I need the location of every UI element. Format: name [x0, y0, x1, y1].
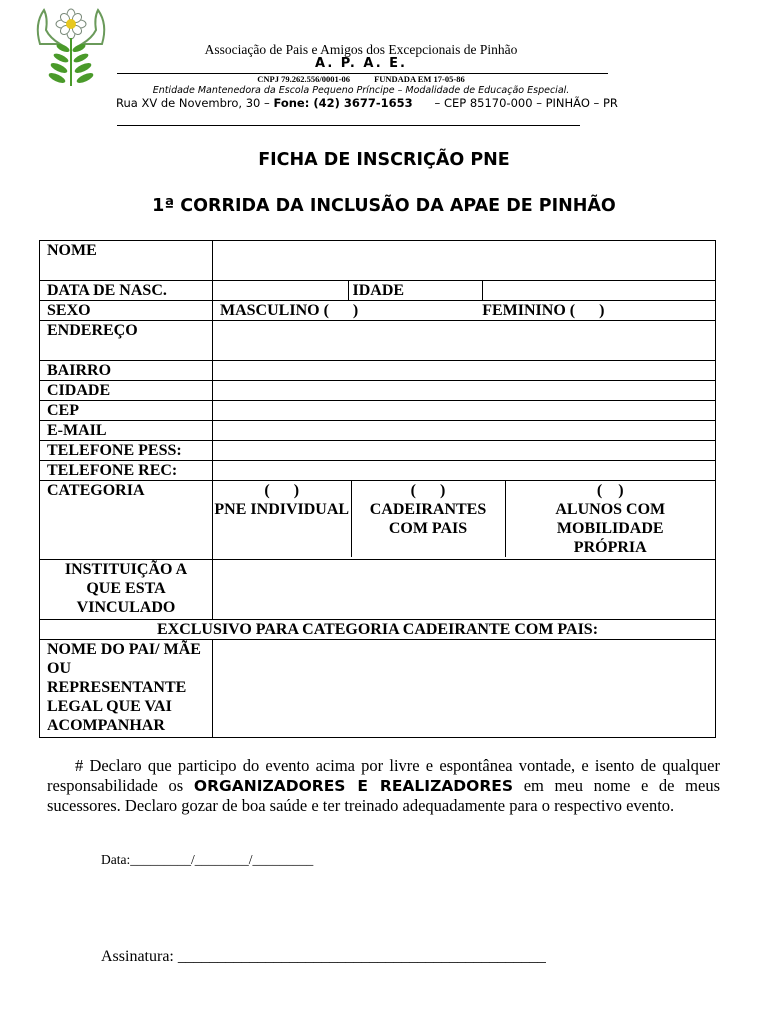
apae-logo	[30, 4, 112, 90]
signature-field[interactable]: Assinatura: ______________________________________________	[101, 948, 546, 965]
label-cidade: CIDADE	[40, 381, 213, 401]
sexo-options	[213, 301, 716, 321]
field-bairro[interactable]	[213, 361, 716, 381]
header-divider-bottom	[117, 125, 580, 126]
exclusivo-heading: EXCLUSIVO PARA CATEGORIA CADEIRANTE COM PAIS:	[40, 620, 716, 640]
categoria-options	[213, 481, 715, 557]
field-idade[interactable]	[482, 281, 715, 300]
cnpj-row	[116, 74, 606, 84]
label-bairro: BAIRRO	[40, 361, 213, 381]
declaration-part1: # Declaro que participo do evento acima por livre e espontânea vontade, e isento de qualquer responsabilidade os	[47, 756, 720, 795]
declaration-bold: ORGANIZADORES E REALIZADORES	[193, 777, 514, 795]
association-acronym: A. P. A. E.	[315, 56, 407, 71]
label-categoria: CATEGORIA	[40, 481, 213, 560]
cnpj: CNPJ 79.262.556/0001-06	[257, 74, 351, 84]
field-cep[interactable]	[213, 401, 716, 421]
field-nome[interactable]	[213, 241, 716, 281]
label-nome: NOME	[40, 241, 213, 281]
label-data-nasc: DATA DE NASC.	[40, 281, 213, 301]
association-name: Associação de Pais e Amigos dos Excepcionais de Pinhão	[204, 42, 518, 57]
checkbox-mobilidade[interactable]: ( )	[596, 482, 624, 499]
field-telefone-rec[interactable]	[213, 461, 716, 481]
field-instituicao[interactable]	[213, 560, 716, 620]
address-prefix: Rua XV de Novembro, 30 –	[116, 96, 274, 110]
label-sexo: SEXO	[40, 301, 213, 321]
field-cidade[interactable]	[213, 381, 716, 401]
field-endereco[interactable]	[213, 321, 716, 361]
label-idade: IDADE	[348, 281, 482, 300]
label-instituicao: INSTITUIÇÃO A QUE ESTA VINCULADO	[40, 560, 213, 620]
label-mobilidade: ALUNOS COM MOBILIDADE PRÓPRIA	[555, 501, 666, 556]
label-telefone-rec: TELEFONE REC:	[40, 461, 213, 481]
entidade-line: Entidade Mantenedora da Escola Pequeno Príncipe – Modalidade de Educação Especial.	[152, 85, 570, 96]
categoria-option-pne[interactable]	[213, 481, 351, 557]
label-telefone-pess: TELEFONE PESS:	[40, 441, 213, 461]
page-title: FICHA DE INSCRIÇÃO PNE	[258, 150, 510, 170]
field-telefone-pess[interactable]	[213, 441, 716, 461]
option-masculino[interactable]: MASCULINO ( )	[220, 302, 359, 319]
declaration-text	[47, 756, 720, 816]
option-feminino[interactable]: FEMININO ( )	[482, 302, 605, 319]
phone: Fone: (42) 3677-1653	[273, 96, 413, 110]
date-field[interactable]: Data:_________/________/_________	[101, 852, 314, 867]
field-email[interactable]	[213, 421, 716, 441]
label-cep: CEP	[40, 401, 213, 421]
checkbox-cadeirantes[interactable]: ( )	[410, 482, 446, 499]
fundada: FUNDADA EM 17-05-86	[374, 74, 465, 84]
declaration-part2: em meu nome e de meus sucessores. Declaro gozar de boa saúde e ter treinado adequadamente para o respectivo evento.	[47, 776, 721, 815]
label-email: E-MAIL	[40, 421, 213, 441]
checkbox-pne[interactable]: ( )	[264, 482, 300, 499]
label-cadeirantes: CADEIRANTES COM PAIS	[369, 501, 487, 537]
label-endereco: ENDEREÇO	[40, 321, 213, 361]
categoria-option-cadeirantes[interactable]	[351, 481, 505, 557]
address-line	[116, 96, 618, 110]
registration-form	[39, 240, 716, 738]
data-idade-row	[213, 281, 715, 300]
field-data-nasc[interactable]	[213, 281, 348, 300]
field-nome-pai[interactable]	[213, 640, 716, 738]
page-subtitle: 1ª CORRIDA DA INCLUSÃO DA APAE DE PINHÃO	[152, 196, 616, 216]
address-suffix: – CEP 85170-000 – PINHÃO – PR	[412, 96, 618, 110]
label-pne-individual: PNE INDIVIDUAL	[214, 501, 350, 518]
categoria-option-mobilidade[interactable]	[505, 481, 715, 557]
label-nome-pai: NOME DO PAI/ MÃE OU REPRESENTANTE LEGAL QUE VAI ACOMPANHAR	[40, 640, 213, 738]
